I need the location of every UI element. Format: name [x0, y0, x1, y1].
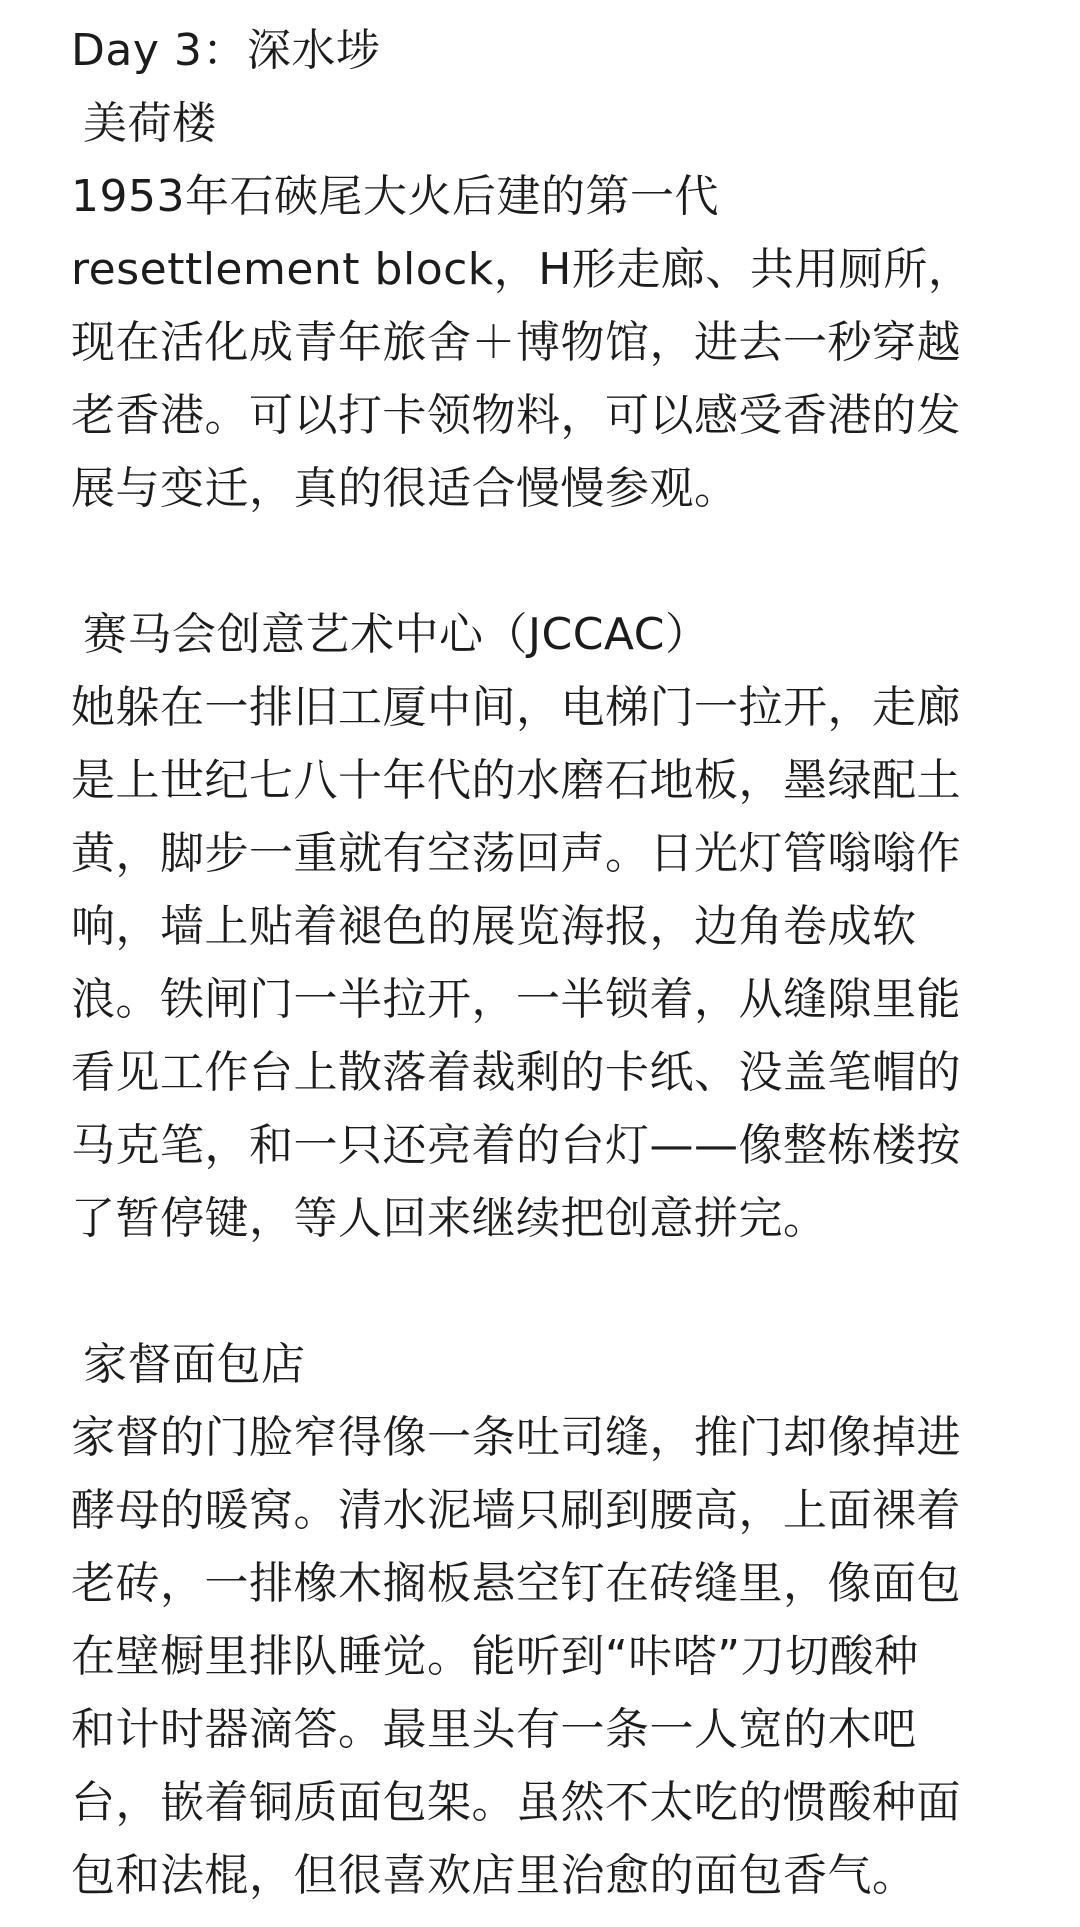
- paragraph-line: 包和法棍，但很喜欢店里治愈的面包香气。: [71, 1850, 917, 1901]
- paragraph-line: 台，嵌着铜质面包架。虽然不太吃的惯酸种面: [71, 1777, 961, 1828]
- paragraph-line: 马克笔，和一只还亮着的台灯——像整栋楼按: [71, 1120, 961, 1171]
- paragraph-line: resettlement block，H形走廊、共用厕所，: [71, 244, 973, 295]
- paragraph-line: 家督的门脸窄得像一条吐司缝，推门却像掉进: [71, 1412, 961, 1463]
- paragraph-spacer: [71, 1255, 1016, 1328]
- section-heading-jccac: 赛马会创意艺术中心（JCCAC）: [83, 609, 710, 660]
- paragraph-line: 看见工作台上散落着裁剩的卡纸、没盖笔帽的: [71, 1047, 961, 1098]
- paragraph-line: 黄，脚步一重就有空荡回声。日光灯管嗡嗡作: [71, 828, 961, 879]
- paragraph-line: 了暂停键，等人回来继续把创意拼完。: [71, 1193, 828, 1244]
- paragraph-line: 现在活化成青年旅舍＋博物馆，进去一秒穿越: [71, 317, 961, 368]
- paragraph-line: 和计时器滴答。最里头有一条一人宽的木吧: [71, 1704, 917, 1755]
- day-title: Day 3：深水埗: [71, 25, 381, 76]
- section-heading-bakery: 家督面包店: [83, 1339, 306, 1390]
- paragraph-line: 1953年石硤尾大火后建的第一代: [71, 171, 719, 222]
- paragraph-line: 在壁橱里排队睡觉。能听到“咔嗒”刀切酸种: [71, 1631, 919, 1682]
- paragraph-line: 老香港。可以打卡领物料，可以感受香港的发: [71, 390, 961, 441]
- paragraph-line: 浪。铁闸门一半拉开，一半锁着，从缝隙里能: [71, 974, 961, 1025]
- note-body: [71, 14, 1016, 1912]
- paragraph-line: 展与变迁，真的很适合慢慢参观。: [71, 463, 739, 514]
- paragraph-spacer: [71, 525, 1016, 598]
- paragraph-line: 是上世纪七八十年代的水磨石地板，墨绿配土: [71, 755, 961, 806]
- paragraph-line: 酵母的暖窝。清水泥墙只刷到腰高，上面裸着: [71, 1485, 961, 1536]
- paragraph-line: 她躲在一排旧工厦中间，电梯门一拉开，走廊: [71, 682, 961, 733]
- section-heading-meiho-house: 美荷楼: [83, 98, 217, 149]
- paragraph-line: 响，墙上贴着褪色的展览海报，边角卷成软: [71, 901, 917, 952]
- paragraph-line: 老砖，一排橡木搁板悬空钉在砖缝里，像面包: [71, 1558, 961, 1609]
